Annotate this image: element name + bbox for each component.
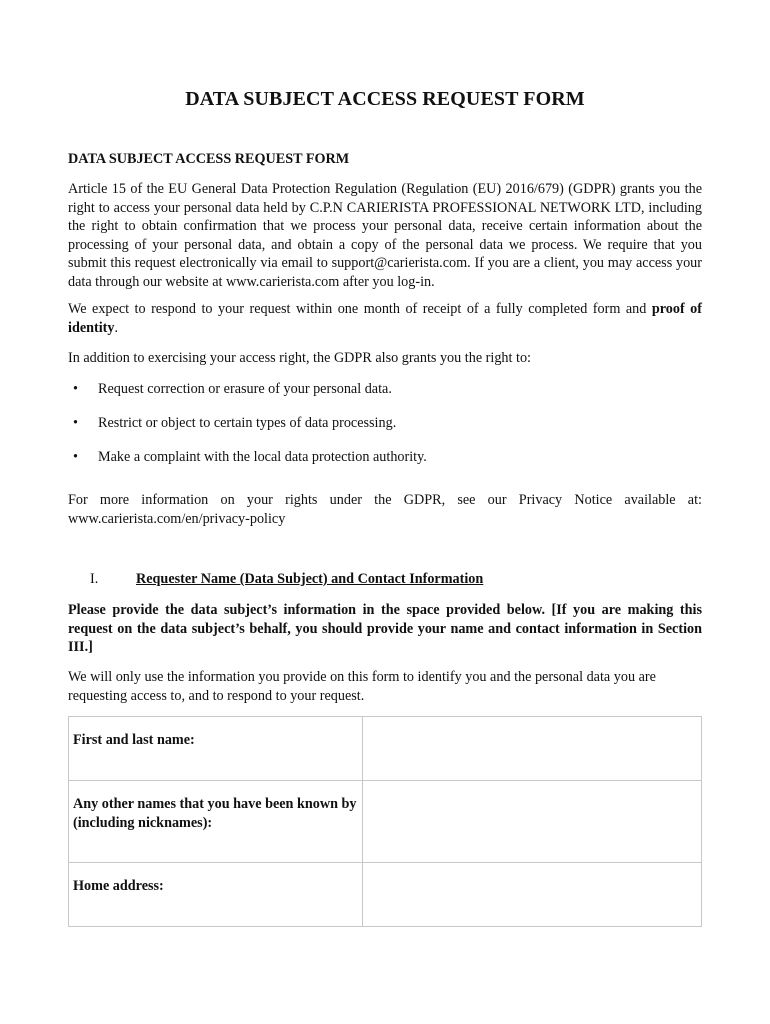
section-number: I. <box>90 571 99 587</box>
field-label: First and last name: <box>69 717 363 781</box>
proof-of-identity-text: proof of identity <box>68 301 702 336</box>
table-row <box>69 863 702 927</box>
table-row <box>69 781 702 863</box>
field-label: Home address: <box>69 863 363 927</box>
list-item <box>68 380 702 414</box>
requester-info-table <box>68 716 702 927</box>
home-address-field[interactable] <box>363 863 701 926</box>
page-title: DATA SUBJECT ACCESS REQUEST FORM <box>185 88 585 110</box>
more-info-paragraph: For more information on your rights under the GDPR, see our Privacy Notice available at: www.carierista.com/en/privacy-policy <box>68 492 702 527</box>
bullet-icon: • <box>73 381 78 397</box>
section-instruction: Please provide the data subject’s information in the space provided below. [If you are making this request on the data subject’s behalf, you should provide your name and contact information in Section III.] <box>68 602 702 656</box>
response-time-paragraph <box>68 300 702 337</box>
list-item <box>68 448 702 482</box>
rights-list <box>68 380 702 482</box>
address-field-cell <box>363 863 702 927</box>
section-note: We will only use the information you provide on this form to identify you and the personal data you are requesting access to, and to respond to your request. <box>68 669 656 704</box>
response-time-text: We expect to respond to your request within one month of receipt of a fully completed form and <box>68 301 652 317</box>
list-item <box>68 414 702 448</box>
right-text: Restrict or object to certain types of data processing. <box>98 415 397 431</box>
form-subtitle: DATA SUBJECT ACCESS REQUEST FORM <box>68 151 350 167</box>
section-title: Requester Name (Data Subject) and Contact Information <box>136 571 484 587</box>
field-label: Any other names that you have been known by (including nicknames): <box>69 781 363 863</box>
bullet-icon: • <box>73 449 78 465</box>
first-last-name-field[interactable] <box>363 717 701 780</box>
table-row <box>69 717 702 781</box>
intro-paragraph: Article 15 of the EU General Data Protection Regulation (Regulation (EU) 2016/679) (GDPR) grants you the right to access your personal data held by C.P.N CARIERISTA PROFESSIONAL NETWORK LTD, including the right to obtain confirmation that we process your personal data, receive certain information about the processing of your personal data, and obtain a copy of the personal data we process. We require that you submit this request electronically via email to support@carierista.com. If you are a client, you may access your data through our website at www.carierista.com after you log-in. <box>68 181 702 290</box>
response-time-end: . <box>114 319 119 336</box>
rights-intro: In addition to exercising your access right, the GDPR also grants you the right to: <box>68 350 531 366</box>
other-names-field[interactable] <box>363 781 701 862</box>
other-names-field-cell <box>363 781 702 863</box>
bullet-icon: • <box>73 415 78 431</box>
name-field-cell <box>363 717 702 781</box>
right-text: Request correction or erasure of your personal data. <box>98 381 392 397</box>
right-text: Make a complaint with the local data protection authority. <box>98 449 427 465</box>
